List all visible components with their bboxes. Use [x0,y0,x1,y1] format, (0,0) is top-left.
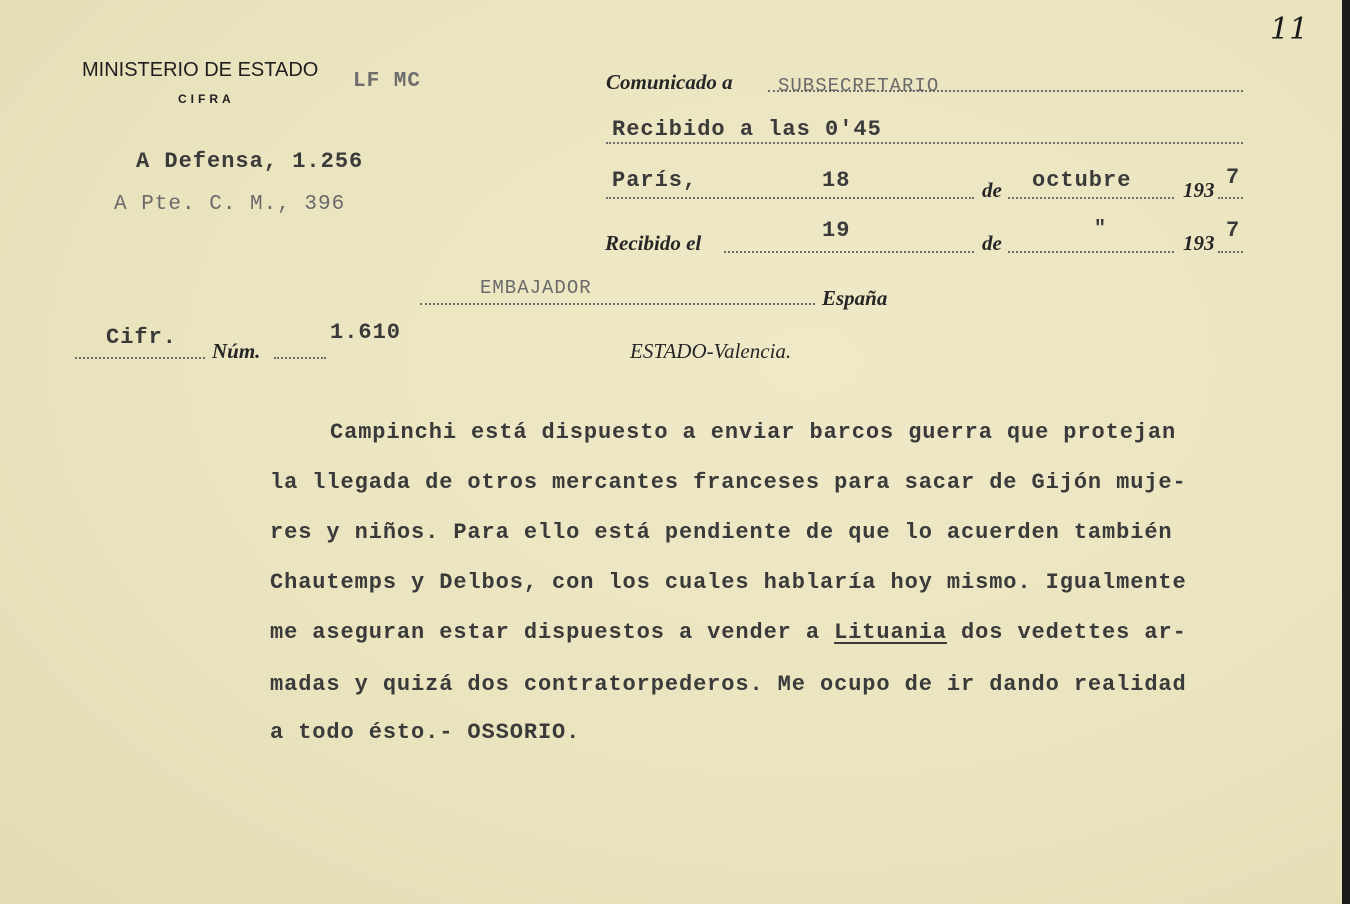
origin-day: 18 [822,168,851,193]
year-prefix-2: 193 [1183,231,1215,255]
de-label-1: de [982,178,1002,202]
received-day-line [724,251,974,253]
year-line-2 [1218,251,1243,253]
message-line-3: res y niños. Para ello está pendiente de que lo acuerden también [270,520,1173,545]
year-digit-1: 7 [1226,165,1241,190]
num-value: 1.610 [330,320,402,345]
received-month-ditto: " [1094,218,1108,241]
stamp-codes: LF MC [353,70,422,93]
received-time: Recibido a las 0'45 [612,117,882,142]
lituania-underlined: Lituania [834,620,947,645]
ministry-heading: MINISTERIO DE ESTADO [82,59,319,81]
message-line-7: a todo ésto.- OSSORIO. [270,720,581,745]
cifra-label: CIFRA [178,92,235,106]
de-label-2: de [982,231,1002,255]
message-line-4: Chautemps y Delbos, con los cuales hablaría hoy mismo. Igualmente [270,570,1187,595]
destination: ESTADO-Valencia. [630,339,792,363]
cifr-line [75,357,205,359]
country: España [822,286,888,310]
message-line-5 [270,620,1187,645]
cifr-label: Cifr. [106,325,178,350]
paper-edge [1342,0,1350,904]
recibido-el-label: Recibido el [605,231,702,255]
origin-line [606,197,974,199]
origin-city: París, [612,168,698,193]
received-day: 19 [822,218,851,243]
message-line-5-end: dos vedettes ar- [961,620,1187,645]
num-label: Núm. [212,339,261,363]
message-line-1: Campinchi está dispuesto a enviar barcos guerra que protejan [330,420,1177,445]
page-number: 11 [1270,12,1309,47]
origin-month-line [1008,197,1174,199]
message-line-6: madas y quizá dos contratorpederos. Me ocupo de ir dando realidad [270,672,1187,697]
comunicado-label: Comunicado a [606,70,733,94]
received-month-line [1008,251,1174,253]
num-line [274,357,326,359]
received-time-line [606,142,1243,144]
defense-reference: A Defensa, 1.256 [136,149,364,174]
comunicado-value: SUBSECRETARIO [778,75,940,97]
origin-month: octubre [1032,168,1132,193]
message-line-5-start: me aseguran estar dispuestos a vender a [270,620,820,645]
year-line-1 [1218,197,1243,199]
sender: EMBAJADOR [480,277,592,299]
message-line-2: la llegada de otros mercantes franceses para sacar de Gijón muje- [270,470,1187,495]
president-reference: A Pte. C. M., 396 [114,193,346,216]
year-prefix-1: 193 [1183,178,1215,202]
sender-line [420,303,815,305]
year-digit-2: 7 [1226,218,1241,243]
